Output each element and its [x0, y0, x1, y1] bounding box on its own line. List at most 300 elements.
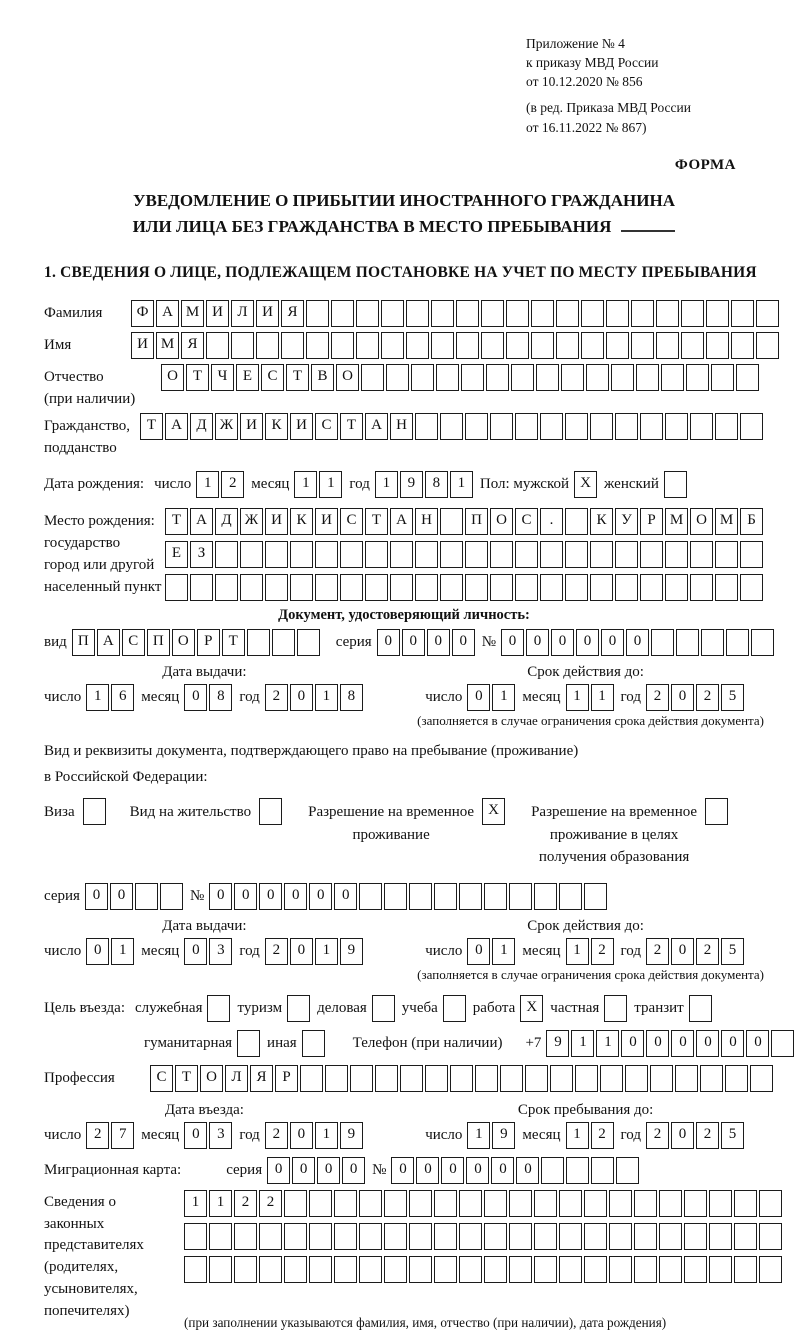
form-cell[interactable]: 0	[721, 1030, 744, 1057]
form-cell[interactable]: Л	[225, 1065, 248, 1092]
form-cell[interactable]	[231, 332, 254, 359]
form-cell[interactable]	[675, 1065, 698, 1092]
form-cell[interactable]	[634, 1190, 657, 1217]
form-cell[interactable]: 2	[86, 1122, 109, 1149]
form-cell[interactable]	[715, 574, 738, 601]
form-cell[interactable]	[534, 1223, 557, 1250]
form-cell[interactable]: С	[515, 508, 538, 535]
form-cell[interactable]	[256, 332, 279, 359]
form-cell[interactable]: 0	[209, 883, 232, 910]
form-cell[interactable]: А	[97, 629, 120, 656]
form-cell[interactable]: 0	[110, 883, 133, 910]
form-cell[interactable]	[759, 1256, 782, 1283]
form-cell[interactable]	[731, 332, 754, 359]
form-cell[interactable]: 1	[315, 938, 338, 965]
form-cell[interactable]: 0	[284, 883, 307, 910]
form-cell[interactable]: О	[490, 508, 513, 535]
form-cell[interactable]: 2	[646, 938, 669, 965]
form-cell[interactable]: Т	[286, 364, 309, 391]
form-cell[interactable]	[365, 541, 388, 568]
form-cell[interactable]	[434, 1256, 457, 1283]
form-cell[interactable]: 5	[721, 684, 744, 711]
form-cell[interactable]: М	[156, 332, 179, 359]
form-cell[interactable]	[484, 1256, 507, 1283]
form-cell[interactable]	[509, 1223, 532, 1250]
form-cell[interactable]: И	[206, 300, 229, 327]
form-cell[interactable]: Е	[165, 541, 188, 568]
form-cell[interactable]: 0	[467, 938, 490, 965]
form-cell[interactable]: И	[131, 332, 154, 359]
form-cell[interactable]: Ч	[211, 364, 234, 391]
form-cell[interactable]: И	[290, 413, 313, 440]
form-cell[interactable]	[590, 413, 613, 440]
form-cell[interactable]	[759, 1223, 782, 1250]
form-cell[interactable]	[711, 364, 734, 391]
form-cell[interactable]	[705, 798, 728, 825]
form-cell[interactable]	[490, 574, 513, 601]
form-cell[interactable]: С	[150, 1065, 173, 1092]
form-cell[interactable]	[409, 1223, 432, 1250]
form-cell[interactable]: Я	[250, 1065, 273, 1092]
form-cell[interactable]	[384, 1223, 407, 1250]
form-cell[interactable]: К	[290, 508, 313, 535]
form-cell[interactable]	[465, 574, 488, 601]
form-cell[interactable]	[190, 574, 213, 601]
form-cell[interactable]: Н	[415, 508, 438, 535]
form-cell[interactable]	[615, 574, 638, 601]
form-cell[interactable]	[406, 300, 429, 327]
form-cell[interactable]	[616, 1157, 639, 1184]
form-cell[interactable]	[475, 1065, 498, 1092]
form-cell[interactable]	[425, 1065, 448, 1092]
form-cell[interactable]: А	[365, 413, 388, 440]
form-cell[interactable]: 0	[416, 1157, 439, 1184]
form-cell[interactable]	[565, 541, 588, 568]
form-cell[interactable]	[434, 1223, 457, 1250]
form-cell[interactable]	[331, 300, 354, 327]
form-cell[interactable]: Ф	[131, 300, 154, 327]
form-cell[interactable]	[611, 364, 634, 391]
form-cell[interactable]	[725, 1065, 748, 1092]
form-cell[interactable]: 2	[221, 471, 244, 498]
form-cell[interactable]	[434, 883, 457, 910]
form-cell[interactable]	[456, 332, 479, 359]
form-cell[interactable]: Т	[140, 413, 163, 440]
form-cell[interactable]: 0	[427, 629, 450, 656]
form-cell[interactable]: 0	[184, 1122, 207, 1149]
form-cell[interactable]: 1	[375, 471, 398, 498]
form-cell[interactable]	[309, 1256, 332, 1283]
form-cell[interactable]	[559, 883, 582, 910]
form-cell[interactable]	[490, 413, 513, 440]
form-cell[interactable]: 3	[209, 938, 232, 965]
form-cell[interactable]	[440, 541, 463, 568]
form-cell[interactable]	[83, 798, 106, 825]
form-cell[interactable]	[415, 541, 438, 568]
form-cell[interactable]	[615, 413, 638, 440]
form-cell[interactable]: Я	[181, 332, 204, 359]
form-cell[interactable]: С	[340, 508, 363, 535]
form-cell[interactable]	[575, 1065, 598, 1092]
form-cell[interactable]: 0	[452, 629, 475, 656]
form-cell[interactable]: У	[615, 508, 638, 535]
form-cell[interactable]	[581, 332, 604, 359]
form-cell[interactable]	[606, 332, 629, 359]
form-cell[interactable]	[515, 574, 538, 601]
form-cell[interactable]: 1	[184, 1190, 207, 1217]
form-cell[interactable]	[534, 1190, 557, 1217]
form-cell[interactable]	[284, 1190, 307, 1217]
form-cell[interactable]	[209, 1223, 232, 1250]
form-cell[interactable]	[381, 300, 404, 327]
form-cell[interactable]: И	[315, 508, 338, 535]
form-cell[interactable]: 0	[696, 1030, 719, 1057]
form-cell[interactable]	[561, 364, 584, 391]
form-cell[interactable]	[734, 1256, 757, 1283]
form-cell[interactable]	[459, 883, 482, 910]
form-cell[interactable]	[664, 471, 687, 498]
form-cell[interactable]	[706, 332, 729, 359]
form-cell[interactable]	[631, 300, 654, 327]
form-cell[interactable]	[247, 629, 270, 656]
form-cell[interactable]: 2	[259, 1190, 282, 1217]
form-cell[interactable]	[511, 364, 534, 391]
form-cell[interactable]	[609, 1256, 632, 1283]
form-cell[interactable]: 1	[566, 684, 589, 711]
form-cell[interactable]	[540, 413, 563, 440]
form-cell[interactable]: 2	[265, 938, 288, 965]
form-cell[interactable]	[359, 1223, 382, 1250]
form-cell[interactable]: М	[181, 300, 204, 327]
form-cell[interactable]	[609, 1190, 632, 1217]
form-cell[interactable]	[265, 541, 288, 568]
form-cell[interactable]	[411, 364, 434, 391]
form-cell[interactable]: 0	[290, 1122, 313, 1149]
form-cell[interactable]	[584, 1223, 607, 1250]
form-cell[interactable]: 0	[234, 883, 257, 910]
form-cell[interactable]: 2	[696, 684, 719, 711]
form-cell[interactable]: 1	[319, 471, 342, 498]
form-cell[interactable]	[240, 541, 263, 568]
form-cell[interactable]	[565, 413, 588, 440]
form-cell[interactable]: Д	[215, 508, 238, 535]
form-cell[interactable]	[726, 629, 749, 656]
form-cell[interactable]	[686, 364, 709, 391]
form-cell[interactable]: 0	[467, 684, 490, 711]
form-cell[interactable]	[390, 541, 413, 568]
form-cell[interactable]	[334, 1190, 357, 1217]
form-cell[interactable]: Р	[197, 629, 220, 656]
form-cell[interactable]	[340, 541, 363, 568]
form-cell[interactable]: С	[122, 629, 145, 656]
form-cell[interactable]	[465, 413, 488, 440]
form-cell[interactable]	[359, 1256, 382, 1283]
form-cell[interactable]	[259, 798, 282, 825]
form-cell[interactable]: А	[390, 508, 413, 535]
form-cell[interactable]	[534, 883, 557, 910]
form-cell[interactable]: 2	[265, 684, 288, 711]
form-cell[interactable]: 0	[576, 629, 599, 656]
form-cell[interactable]	[590, 574, 613, 601]
form-cell[interactable]: 0	[184, 684, 207, 711]
form-cell[interactable]	[486, 364, 509, 391]
form-cell[interactable]	[456, 300, 479, 327]
form-cell[interactable]: Б	[740, 508, 763, 535]
form-cell[interactable]: 9	[340, 938, 363, 965]
form-cell[interactable]: 2	[696, 938, 719, 965]
form-cell[interactable]	[300, 1065, 323, 1092]
form-cell[interactable]	[361, 364, 384, 391]
form-cell[interactable]: 0	[317, 1157, 340, 1184]
form-cell[interactable]: Ж	[215, 413, 238, 440]
form-cell[interactable]	[297, 629, 320, 656]
form-cell[interactable]	[290, 541, 313, 568]
form-cell[interactable]: 2	[696, 1122, 719, 1149]
form-cell[interactable]: 1	[450, 471, 473, 498]
form-cell[interactable]	[540, 574, 563, 601]
form-cell[interactable]: 1	[86, 684, 109, 711]
form-cell[interactable]	[443, 995, 466, 1022]
form-cell[interactable]: 0	[601, 629, 624, 656]
form-cell[interactable]	[709, 1190, 732, 1217]
form-cell[interactable]	[534, 1256, 557, 1283]
form-cell[interactable]	[409, 1190, 432, 1217]
form-cell[interactable]	[615, 541, 638, 568]
form-cell[interactable]: Л	[231, 300, 254, 327]
form-cell[interactable]	[481, 332, 504, 359]
form-cell[interactable]	[287, 995, 310, 1022]
form-cell[interactable]	[559, 1223, 582, 1250]
form-cell[interactable]	[184, 1223, 207, 1250]
form-cell[interactable]: М	[665, 508, 688, 535]
form-cell[interactable]: 9	[492, 1122, 515, 1149]
form-cell[interactable]	[465, 541, 488, 568]
form-cell[interactable]	[384, 883, 407, 910]
form-cell[interactable]: 0	[466, 1157, 489, 1184]
form-cell[interactable]: 0	[290, 938, 313, 965]
form-cell[interactable]	[381, 332, 404, 359]
form-cell[interactable]: 0	[526, 629, 549, 656]
form-cell[interactable]	[356, 332, 379, 359]
form-cell[interactable]: 0	[671, 684, 694, 711]
form-cell[interactable]	[409, 883, 432, 910]
form-cell[interactable]	[556, 300, 579, 327]
form-cell[interactable]: .	[540, 508, 563, 535]
form-cell[interactable]: X	[482, 798, 505, 825]
form-cell[interactable]: 0	[267, 1157, 290, 1184]
form-cell[interactable]	[406, 332, 429, 359]
form-cell[interactable]: 0	[671, 938, 694, 965]
form-cell[interactable]: 3	[209, 1122, 232, 1149]
form-cell[interactable]: О	[161, 364, 184, 391]
form-cell[interactable]: 9	[400, 471, 423, 498]
form-cell[interactable]	[359, 883, 382, 910]
form-cell[interactable]	[515, 541, 538, 568]
form-cell[interactable]	[315, 541, 338, 568]
form-cell[interactable]: З	[190, 541, 213, 568]
form-cell[interactable]: С	[315, 413, 338, 440]
form-cell[interactable]	[309, 1190, 332, 1217]
form-cell[interactable]: 0	[551, 629, 574, 656]
form-cell[interactable]	[306, 300, 329, 327]
form-cell[interactable]: 9	[340, 1122, 363, 1149]
form-cell[interactable]: 0	[491, 1157, 514, 1184]
form-cell[interactable]: О	[336, 364, 359, 391]
form-cell[interactable]	[681, 300, 704, 327]
form-cell[interactable]	[215, 574, 238, 601]
form-cell[interactable]	[184, 1256, 207, 1283]
form-cell[interactable]: Т	[186, 364, 209, 391]
form-cell[interactable]	[600, 1065, 623, 1092]
form-cell[interactable]	[676, 629, 699, 656]
form-cell[interactable]: 2	[265, 1122, 288, 1149]
form-cell[interactable]	[606, 300, 629, 327]
form-cell[interactable]	[386, 364, 409, 391]
form-cell[interactable]	[409, 1256, 432, 1283]
form-cell[interactable]	[636, 364, 659, 391]
form-cell[interactable]: Р	[640, 508, 663, 535]
form-cell[interactable]	[661, 364, 684, 391]
form-cell[interactable]: 0	[292, 1157, 315, 1184]
form-cell[interactable]: 0	[621, 1030, 644, 1057]
form-cell[interactable]: 2	[591, 938, 614, 965]
form-cell[interactable]: Т	[340, 413, 363, 440]
form-cell[interactable]: 2	[591, 1122, 614, 1149]
form-cell[interactable]	[709, 1223, 732, 1250]
form-cell[interactable]	[634, 1223, 657, 1250]
form-cell[interactable]: 5	[721, 938, 744, 965]
form-cell[interactable]	[634, 1256, 657, 1283]
form-cell[interactable]	[290, 574, 313, 601]
form-cell[interactable]	[734, 1223, 757, 1250]
form-cell[interactable]	[509, 1190, 532, 1217]
form-cell[interactable]: 1	[492, 938, 515, 965]
form-cell[interactable]	[556, 332, 579, 359]
form-cell[interactable]	[525, 1065, 548, 1092]
form-cell[interactable]	[450, 1065, 473, 1092]
form-cell[interactable]: 1	[196, 471, 219, 498]
form-cell[interactable]	[509, 1256, 532, 1283]
form-cell[interactable]	[259, 1256, 282, 1283]
form-cell[interactable]: 2	[646, 1122, 669, 1149]
form-cell[interactable]: 8	[425, 471, 448, 498]
form-cell[interactable]: 0	[377, 629, 400, 656]
form-cell[interactable]: М	[715, 508, 738, 535]
form-cell[interactable]: 6	[111, 684, 134, 711]
form-cell[interactable]: 0	[441, 1157, 464, 1184]
form-cell[interactable]	[165, 574, 188, 601]
form-cell[interactable]	[684, 1223, 707, 1250]
form-cell[interactable]: С	[261, 364, 284, 391]
form-cell[interactable]: П	[147, 629, 170, 656]
form-cell[interactable]: 2	[646, 684, 669, 711]
form-cell[interactable]: Я	[281, 300, 304, 327]
form-cell[interactable]	[459, 1223, 482, 1250]
form-cell[interactable]: 2	[234, 1190, 257, 1217]
form-cell[interactable]: П	[465, 508, 488, 535]
form-cell[interactable]	[684, 1256, 707, 1283]
form-cell[interactable]	[531, 300, 554, 327]
form-cell[interactable]	[331, 332, 354, 359]
form-cell[interactable]: 1	[315, 684, 338, 711]
form-cell[interactable]	[565, 574, 588, 601]
form-cell[interactable]: Н	[390, 413, 413, 440]
form-cell[interactable]	[459, 1256, 482, 1283]
form-cell[interactable]	[540, 541, 563, 568]
form-cell[interactable]	[584, 883, 607, 910]
form-cell[interactable]	[681, 332, 704, 359]
form-cell[interactable]: А	[165, 413, 188, 440]
form-cell[interactable]: 1	[209, 1190, 232, 1217]
form-cell[interactable]: Т	[165, 508, 188, 535]
form-cell[interactable]	[237, 1030, 260, 1057]
form-cell[interactable]: 1	[294, 471, 317, 498]
form-cell[interactable]: Т	[175, 1065, 198, 1092]
form-cell[interactable]	[334, 1223, 357, 1250]
form-cell[interactable]	[506, 300, 529, 327]
form-cell[interactable]	[359, 1190, 382, 1217]
form-cell[interactable]	[309, 1223, 332, 1250]
form-cell[interactable]: 9	[546, 1030, 569, 1057]
form-cell[interactable]: Е	[236, 364, 259, 391]
form-cell[interactable]	[584, 1190, 607, 1217]
form-cell[interactable]	[506, 332, 529, 359]
form-cell[interactable]: Т	[365, 508, 388, 535]
form-cell[interactable]	[315, 574, 338, 601]
form-cell[interactable]	[659, 1190, 682, 1217]
form-cell[interactable]	[372, 995, 395, 1022]
form-cell[interactable]: О	[690, 508, 713, 535]
form-cell[interactable]	[135, 883, 158, 910]
form-cell[interactable]: А	[156, 300, 179, 327]
form-cell[interactable]	[731, 300, 754, 327]
form-cell[interactable]	[306, 332, 329, 359]
form-cell[interactable]	[759, 1190, 782, 1217]
form-cell[interactable]	[640, 413, 663, 440]
form-cell[interactable]: 0	[646, 1030, 669, 1057]
form-cell[interactable]	[625, 1065, 648, 1092]
form-cell[interactable]: 0	[402, 629, 425, 656]
form-cell[interactable]	[684, 1190, 707, 1217]
form-cell[interactable]	[375, 1065, 398, 1092]
form-cell[interactable]	[715, 541, 738, 568]
form-cell[interactable]	[431, 332, 454, 359]
form-cell[interactable]	[334, 1256, 357, 1283]
form-cell[interactable]	[259, 1223, 282, 1250]
form-cell[interactable]	[206, 332, 229, 359]
form-cell[interactable]	[665, 413, 688, 440]
form-cell[interactable]	[500, 1065, 523, 1092]
form-cell[interactable]	[689, 995, 712, 1022]
form-cell[interactable]	[436, 364, 459, 391]
form-cell[interactable]	[541, 1157, 564, 1184]
form-cell[interactable]	[640, 541, 663, 568]
form-cell[interactable]: 0	[516, 1157, 539, 1184]
form-cell[interactable]	[631, 332, 654, 359]
form-cell[interactable]	[265, 574, 288, 601]
form-cell[interactable]	[350, 1065, 373, 1092]
form-cell[interactable]: О	[172, 629, 195, 656]
form-cell[interactable]: 0	[671, 1122, 694, 1149]
form-cell[interactable]	[659, 1256, 682, 1283]
form-cell[interactable]: 1	[111, 938, 134, 965]
form-cell[interactable]	[665, 541, 688, 568]
form-cell[interactable]	[609, 1223, 632, 1250]
form-cell[interactable]	[715, 413, 738, 440]
form-cell[interactable]	[700, 1065, 723, 1092]
form-cell[interactable]	[390, 574, 413, 601]
form-cell[interactable]: 1	[315, 1122, 338, 1149]
